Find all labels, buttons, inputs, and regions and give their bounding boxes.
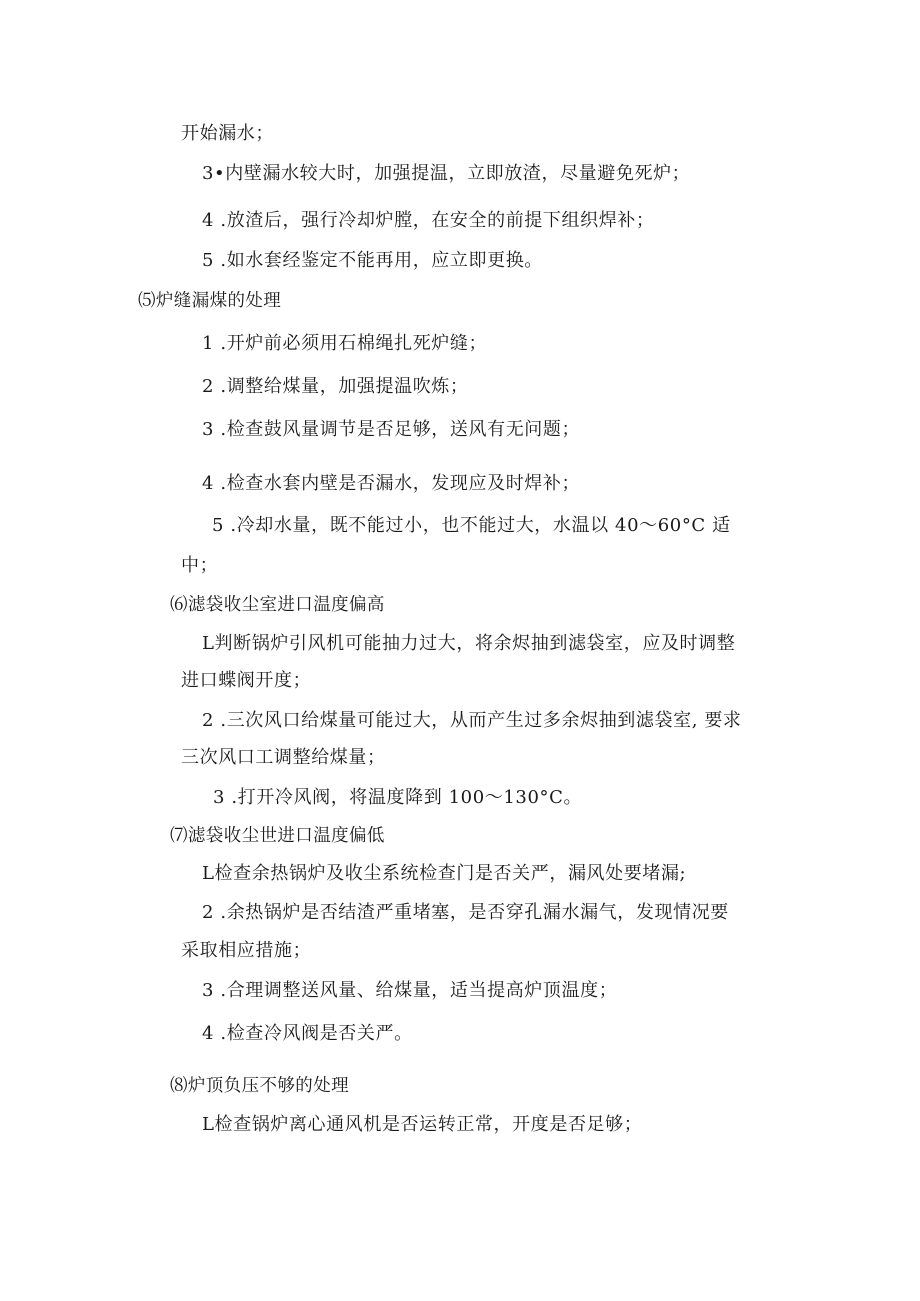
text-line: 三次风口工调整给煤量；	[181, 747, 386, 768]
list-item: L检查余热锅炉及收尘系统检查门是否关严，漏风处要堵漏;	[202, 863, 687, 884]
text-line: 采取相应措施；	[181, 940, 312, 961]
list-item: 4 .检查冷风阀是否关严。	[202, 1023, 413, 1044]
section-heading: ⑹滤袋收尘室进口温度偏高	[170, 595, 385, 615]
list-item: 3•内壁漏水较大时，加强提温，立即放渣，尽量避免死炉；	[202, 163, 691, 184]
list-item: 5 .如水套经鉴定不能再用，应立即更换。	[202, 250, 543, 271]
list-item: 4 .放渣后，强行冷却炉膛，在安全的前提下组织焊补；	[202, 210, 655, 231]
section-heading: ⑺滤袋收尘世进口温度偏低	[170, 826, 385, 846]
list-item: 3 .打开冷风阀，将温度降到 100～130°C。	[213, 787, 583, 808]
list-item: 2 .三次风口给煤量可能过大，从而产生过多余烬抽到滤袋室, 要求	[202, 710, 742, 731]
text-line: 中；	[181, 555, 219, 576]
list-item: 2 .调整给煤量，加强提温吹炼；	[202, 376, 469, 397]
list-item: L检查锅炉离心通风机是否运转正常，开度是否足够；	[202, 1114, 643, 1135]
section-heading: ⑸炉缝漏煤的处理	[138, 291, 282, 311]
list-item: 4 .检查水套内壁是否漏水，发现应及时焊补；	[202, 473, 581, 494]
text-line: 开始漏水；	[181, 123, 274, 144]
text-line: 进口蝶阀开度；	[181, 670, 312, 691]
list-item: 2 .余热锅炉是否结渣严重堵塞，是否穿孔漏水漏气，发现情况要	[202, 902, 729, 923]
section-heading: ⑻炉顶负压不够的处理	[170, 1076, 349, 1096]
list-item: 5 .冷却水量，既不能过小，也不能过大，水温以 40～60°C 适	[212, 515, 731, 536]
list-item: L判断锅炉引风机可能抽力过大，将余烬抽到滤袋室，应及时调整	[202, 633, 736, 654]
list-item: 3 .检查鼓风量调节是否足够，送风有无问题；	[202, 419, 581, 440]
list-item: 1 .开炉前必须用石棉绳扎死炉缝；	[202, 333, 488, 354]
list-item: 3 .合理调整送风量、给煤量，适当提高炉顶温度；	[202, 980, 618, 1001]
